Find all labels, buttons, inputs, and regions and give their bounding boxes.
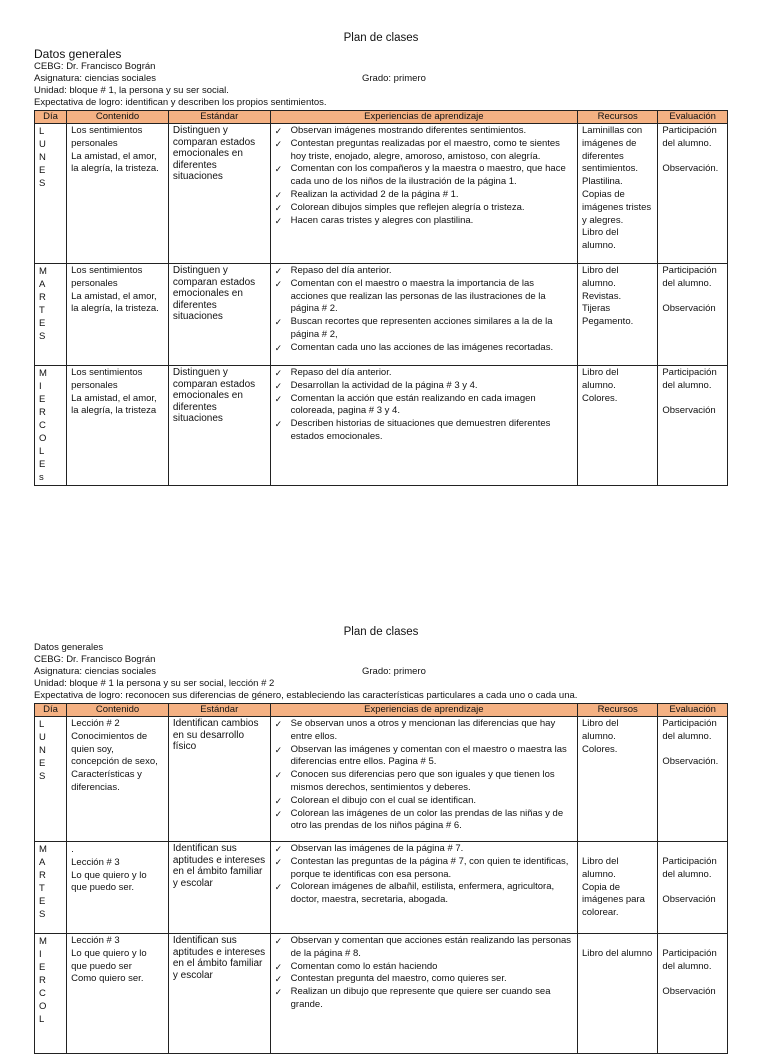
evaluation-line: Participación del alumno. [662, 856, 717, 880]
check-icon: ✓ [274, 808, 283, 819]
unit-line: Unidad: bloque # 1 la persona y su ser social, lección # 2 [34, 678, 275, 689]
day-letter: M [39, 844, 47, 855]
experience-text: Comentan cada uno las acciones de las imágenes recortadas. [290, 341, 554, 353]
standard-cell: Identifican sus aptitudes e intereses en el ámbito familiar y escolar [168, 934, 270, 1054]
day-letter: T [39, 883, 45, 894]
experiences-cell [270, 124, 577, 264]
day-letter: C [39, 420, 46, 431]
experience-item [275, 744, 573, 770]
experience-item [275, 265, 573, 278]
standard-cell: Identifican sus aptitudes e intereses en el ámbito familiar y escolar [168, 842, 270, 934]
experience-item [275, 215, 573, 228]
check-icon: ✓ [274, 961, 283, 972]
experience-item [275, 202, 573, 215]
col-header-standard: Estándar [168, 111, 270, 124]
resources-cell [578, 366, 658, 486]
experience-text: Contestan preguntas realizadas por el maestro, como te sientes hoy triste, enojado, alegre, amoroso, amistoso, con alegría. [290, 137, 560, 162]
content-cell [67, 934, 169, 1054]
subject-text: Asignatura: ciencias sociales [34, 666, 156, 677]
experience-item [275, 189, 573, 202]
day-letter: A [39, 857, 46, 868]
resource-line: Libro del alumno. [582, 227, 619, 252]
evaluation-line: Observación [662, 404, 716, 416]
experience-text: Observan las imágenes de la página # 7. [290, 843, 464, 854]
day-cell [35, 124, 67, 264]
content-line: Los sentimientos personales [71, 125, 143, 149]
day-letter: U [39, 139, 46, 150]
experience-item [275, 843, 573, 856]
check-icon: ✓ [274, 368, 283, 378]
experience-item [275, 881, 573, 907]
school-line: CEBG: Dr. Francisco Bográn [34, 61, 156, 72]
subject-text: Asignatura: ciencias sociales [34, 73, 156, 84]
resource-line: Pegamento. [582, 316, 634, 328]
resources-cell [578, 934, 658, 1054]
check-icon: ✓ [274, 380, 283, 391]
resource-line: Copias de imágenes tristes y alegres. [582, 188, 652, 226]
day-cell [35, 717, 67, 842]
resource-line: Libro del alumno. [582, 265, 619, 289]
resource-line: Libro del alumno. [582, 367, 619, 391]
day-letter: N [39, 745, 46, 756]
check-icon: ✓ [274, 419, 283, 430]
experience-text: Comentan la acción que están realizando en cada imagen coloreada, pagina # 3 y 4. [290, 392, 536, 417]
standard-cell: Distinguen y comparan estados emocionales en diferentes situaciones [168, 124, 270, 264]
table-row [35, 264, 728, 366]
experience-text: Comentan como lo están haciendo [290, 960, 438, 972]
experience-text: Comentan con el maestro o maestra la importancia de las acciones que realizan las personas de las ilustraciones de la página # 2. [290, 277, 546, 315]
col-header-experiences: Experiencias de aprendizaje [270, 111, 577, 124]
experience-text: Buscan recortes que representen acciones similares a la de la página # 2, [290, 316, 553, 340]
general-data-heading: Datos generales [34, 47, 122, 61]
experience-item [275, 935, 573, 961]
experience-item [275, 316, 573, 342]
experience-text: Realizan un dibujo que represente que quiere ser cuando sea grande. [290, 986, 551, 1010]
experience-text: Realizan la actividad 2 de la página # 1. [290, 188, 459, 200]
content-line: Lección # 3 [71, 856, 120, 868]
content-line: Los sentimientos personales [71, 367, 143, 391]
col-header-resources: Recursos [578, 111, 658, 124]
experience-text: Colorean las imágenes de un color las prendas de las niñas y de otro las prendas de los niños página # 6. [290, 807, 564, 832]
experience-text: Colorean imágenes de albañil, estilista, enfermera, agricultora, doctor, maestra, secretaria, abogada. [290, 881, 555, 906]
experience-text: Describen historias de situaciones que demuestren diferentes estados emocionales. [290, 418, 551, 442]
day-letter: A [39, 279, 46, 290]
col-header-experiences: Experiencias de aprendizaje [270, 704, 577, 717]
general-data-heading: Datos generales [34, 642, 104, 653]
col-header-evaluation: Evaluación [658, 704, 728, 717]
experience-item [275, 163, 573, 189]
experience-item [275, 138, 573, 164]
check-icon: ✓ [274, 189, 283, 200]
col-header-content: Contenido [67, 111, 169, 124]
experience-item [275, 125, 573, 138]
evaluation-cell [658, 264, 728, 366]
experiences-cell [270, 717, 577, 842]
check-icon: ✓ [274, 856, 283, 867]
table-header-row [35, 704, 728, 717]
check-icon: ✓ [274, 974, 283, 985]
check-icon: ✓ [274, 342, 283, 353]
check-icon: ✓ [274, 844, 283, 854]
evaluation-cell [658, 717, 728, 842]
day-letter: L [39, 719, 45, 730]
check-icon: ✓ [274, 936, 283, 946]
experience-text: Hacen caras tristes y alegres con plastilina. [290, 214, 474, 226]
experience-text: Contestan pregunta del maestro, como quieres ser. [290, 973, 507, 985]
experience-item [275, 795, 573, 808]
day-letter: R [39, 975, 46, 986]
day-letter: I [39, 949, 42, 960]
check-icon: ✓ [274, 719, 283, 729]
experience-item [275, 418, 573, 444]
resources-cell [578, 264, 658, 366]
resource-line: Plastilina. [582, 176, 623, 188]
content-line: La amistad, el amor, la alegría, la tristeza [71, 392, 157, 417]
unit-line: Unidad: bloque # 1, la persona y su ser social. [34, 85, 229, 96]
check-icon: ✓ [274, 744, 283, 755]
experience-item [275, 973, 573, 986]
experience-text: Se observan unos a otros y mencionan las diferencias que hay entre ellos. [290, 718, 556, 742]
day-letter: M [39, 368, 47, 379]
day-letter: R [39, 407, 46, 418]
resource-line: Laminillas con imágenes de diferentes sentimientos. [582, 125, 643, 175]
grade-text: Grado: primero [362, 73, 426, 84]
table-header-row [35, 111, 728, 124]
plan-table [34, 110, 728, 486]
day-cell [35, 366, 67, 486]
day-cell [35, 264, 67, 366]
school-line: CEBG: Dr. Francisco Bográn [34, 654, 156, 665]
day-letter: E [39, 318, 46, 329]
day-letter: E [39, 962, 46, 973]
evaluation-line: Observación. [662, 162, 719, 174]
experience-item [275, 367, 573, 380]
day-letter: E [39, 165, 46, 176]
table-row [35, 124, 728, 264]
check-icon: ✓ [274, 770, 283, 781]
standard-cell: Distinguen y comparan estados emocionales en diferentes situaciones [168, 264, 270, 366]
experiences-cell [270, 934, 577, 1054]
resources-cell [578, 717, 658, 842]
expectation-line: Expectativa de logro: identifican y describen los propios sentimientos. [34, 97, 327, 108]
standard-cell: Identifican cambios en su desarrollo físico [168, 717, 270, 842]
day-letter: S [39, 771, 46, 782]
content-line: Lo que quiero y lo que puedo ser [71, 947, 147, 972]
day-letter: C [39, 988, 46, 999]
check-icon: ✓ [274, 317, 283, 328]
experience-item [275, 380, 573, 393]
check-icon: ✓ [274, 987, 283, 998]
experiences-cell [270, 264, 577, 366]
resource-line: Revistas. [582, 290, 622, 302]
check-icon: ✓ [274, 202, 283, 213]
content-line: La amistad, el amor, la alegría, la tristeza. [71, 150, 159, 175]
subject-grade-line [34, 666, 728, 678]
day-letter: E [39, 896, 46, 907]
experiences-cell [270, 842, 577, 934]
day-letter: S [39, 178, 46, 189]
day-letter: E [39, 459, 46, 470]
evaluation-line: Observación [662, 985, 716, 997]
evaluation-cell [658, 934, 728, 1054]
col-header-standard: Estándar [168, 704, 270, 717]
check-icon: ✓ [274, 215, 283, 226]
experience-text: Comentan con los compañeros y la maestra o maestro, que hace cada uno de los niños de la ilustración de la página 1. [290, 163, 566, 188]
evaluation-line: Observación [662, 302, 716, 314]
content-cell [67, 842, 169, 934]
resource-line: Libro del alumno. [582, 718, 619, 742]
lesson-plan-1 [34, 32, 728, 486]
day-letter: R [39, 292, 46, 303]
resources-cell [578, 124, 658, 264]
experiences-cell [270, 366, 577, 486]
check-icon: ✓ [274, 138, 283, 149]
evaluation-line: Participación del alumno. [662, 125, 717, 149]
col-header-day: Día [35, 704, 67, 717]
resource-line: Colores. [582, 743, 618, 755]
day-cell [35, 934, 67, 1054]
content-line: La amistad, el amor, la alegría, la tristeza. [71, 290, 159, 315]
experience-text: Observan las imágenes y comentan con el maestro o maestra las diferencias entre ellos. Pagina # 5. [290, 743, 567, 768]
evaluation-cell [658, 842, 728, 934]
check-icon: ✓ [274, 393, 283, 404]
check-icon: ✓ [274, 795, 283, 806]
content-cell [67, 124, 169, 264]
day-letter: E [39, 758, 46, 769]
evaluation-cell [658, 124, 728, 264]
experience-item [275, 278, 573, 316]
content-line: Como quiero ser. [71, 973, 144, 985]
day-letter: T [39, 305, 45, 316]
content-cell [67, 366, 169, 486]
experience-item [275, 769, 573, 795]
check-icon: ✓ [274, 164, 283, 175]
plan-title: Plan de clases [343, 32, 419, 44]
experience-text: Observan imágenes mostrando diferentes sentimientos. [290, 125, 527, 136]
day-letter: M [39, 266, 47, 277]
experience-text: Desarrollan la actividad de la página # 3 y 4. [290, 379, 478, 391]
content-line: Los sentimientos personales [71, 265, 143, 289]
table-row [35, 717, 728, 842]
day-letter: L [39, 446, 45, 457]
evaluation-line: Participación del alumno. [662, 265, 717, 289]
experience-item [275, 718, 573, 744]
day-cell [35, 842, 67, 934]
evaluation-line: Participación del alumno. [662, 718, 717, 742]
table-row [35, 934, 728, 1054]
day-letter: s [39, 472, 44, 483]
content-line: Lo que quiero y lo que puedo ser. [71, 869, 147, 894]
experience-text: Repaso del día anterior. [290, 367, 392, 378]
day-letter: L [39, 1014, 45, 1025]
subject-grade-line [34, 73, 728, 85]
experience-text: Colorean dibujos simples que reflejen alegría o tristeza. [290, 201, 525, 213]
content-line: Lección # 2 [71, 718, 120, 729]
day-letter: N [39, 152, 46, 163]
content-line: . [71, 844, 74, 855]
evaluation-line: Participación del alumno. [662, 948, 717, 972]
content-line: Conocimientos de quien soy, concepción de sexo, Características y diferencias. [71, 730, 158, 793]
col-header-resources: Recursos [578, 704, 658, 717]
check-icon: ✓ [274, 882, 283, 893]
experience-item [275, 856, 573, 882]
resource-line: Tijeras [582, 303, 611, 315]
resource-line: Copia de imágenes para colorear. [582, 881, 645, 919]
resources-cell [578, 842, 658, 934]
resource-line: Libro del alumno [582, 948, 653, 959]
experience-item [275, 986, 573, 1012]
day-letter: I [39, 381, 42, 392]
table-row [35, 366, 728, 486]
day-letter: O [39, 1001, 47, 1012]
experience-text: Colorean el dibujo con el cual se identifican. [290, 794, 476, 806]
evaluation-line: Observación. [662, 755, 719, 767]
day-letter: U [39, 732, 46, 743]
content-cell [67, 264, 169, 366]
day-letter: E [39, 394, 46, 405]
evaluation-cell [658, 366, 728, 486]
plan-table [34, 703, 728, 1054]
experience-item [275, 961, 573, 974]
content-cell [67, 717, 169, 842]
experience-text: Repaso del día anterior. [290, 265, 392, 276]
experience-item [275, 342, 573, 355]
resource-line: Colores. [582, 392, 618, 404]
col-header-content: Contenido [67, 704, 169, 717]
day-letter: M [39, 936, 47, 947]
expectation-line: Expectativa de logro: reconocen sus diferencias de género, estableciendo las características particulares a cada uno o cada una. [34, 690, 578, 701]
plan-title: Plan de clases [343, 626, 419, 638]
day-letter: L [39, 126, 45, 137]
check-icon: ✓ [274, 126, 283, 136]
day-letter: S [39, 331, 46, 342]
col-header-evaluation: Evaluación [658, 111, 728, 124]
experience-item [275, 808, 573, 834]
experience-text: Observan y comentan que acciones están realizando las personas de la página # 8. [290, 935, 572, 959]
evaluation-line: Participación del alumno. [662, 367, 717, 391]
col-header-day: Día [35, 111, 67, 124]
standard-cell: Distinguen y comparan estados emocionales en diferentes situaciones [168, 366, 270, 486]
experience-text: Conocen sus diferencias pero que son iguales y que tienen los mismos derechos, sentimientos y deberes. [290, 769, 555, 793]
experience-text: Contestan las preguntas de la página # 7, con quien te identificas, porque te identificas con esa persona. [290, 855, 569, 880]
grade-text: Grado: primero [362, 666, 426, 677]
resource-line: Libro del alumno. [582, 856, 619, 880]
day-letter: S [39, 909, 46, 920]
content-line: Lección # 3 [71, 935, 120, 946]
lesson-plan-2 [34, 626, 728, 1054]
check-icon: ✓ [274, 266, 283, 276]
table-row [35, 842, 728, 934]
day-letter: O [39, 433, 47, 444]
experience-item [275, 393, 573, 419]
day-letter: R [39, 870, 46, 881]
evaluation-line: Observación [662, 893, 716, 905]
check-icon: ✓ [274, 278, 283, 289]
